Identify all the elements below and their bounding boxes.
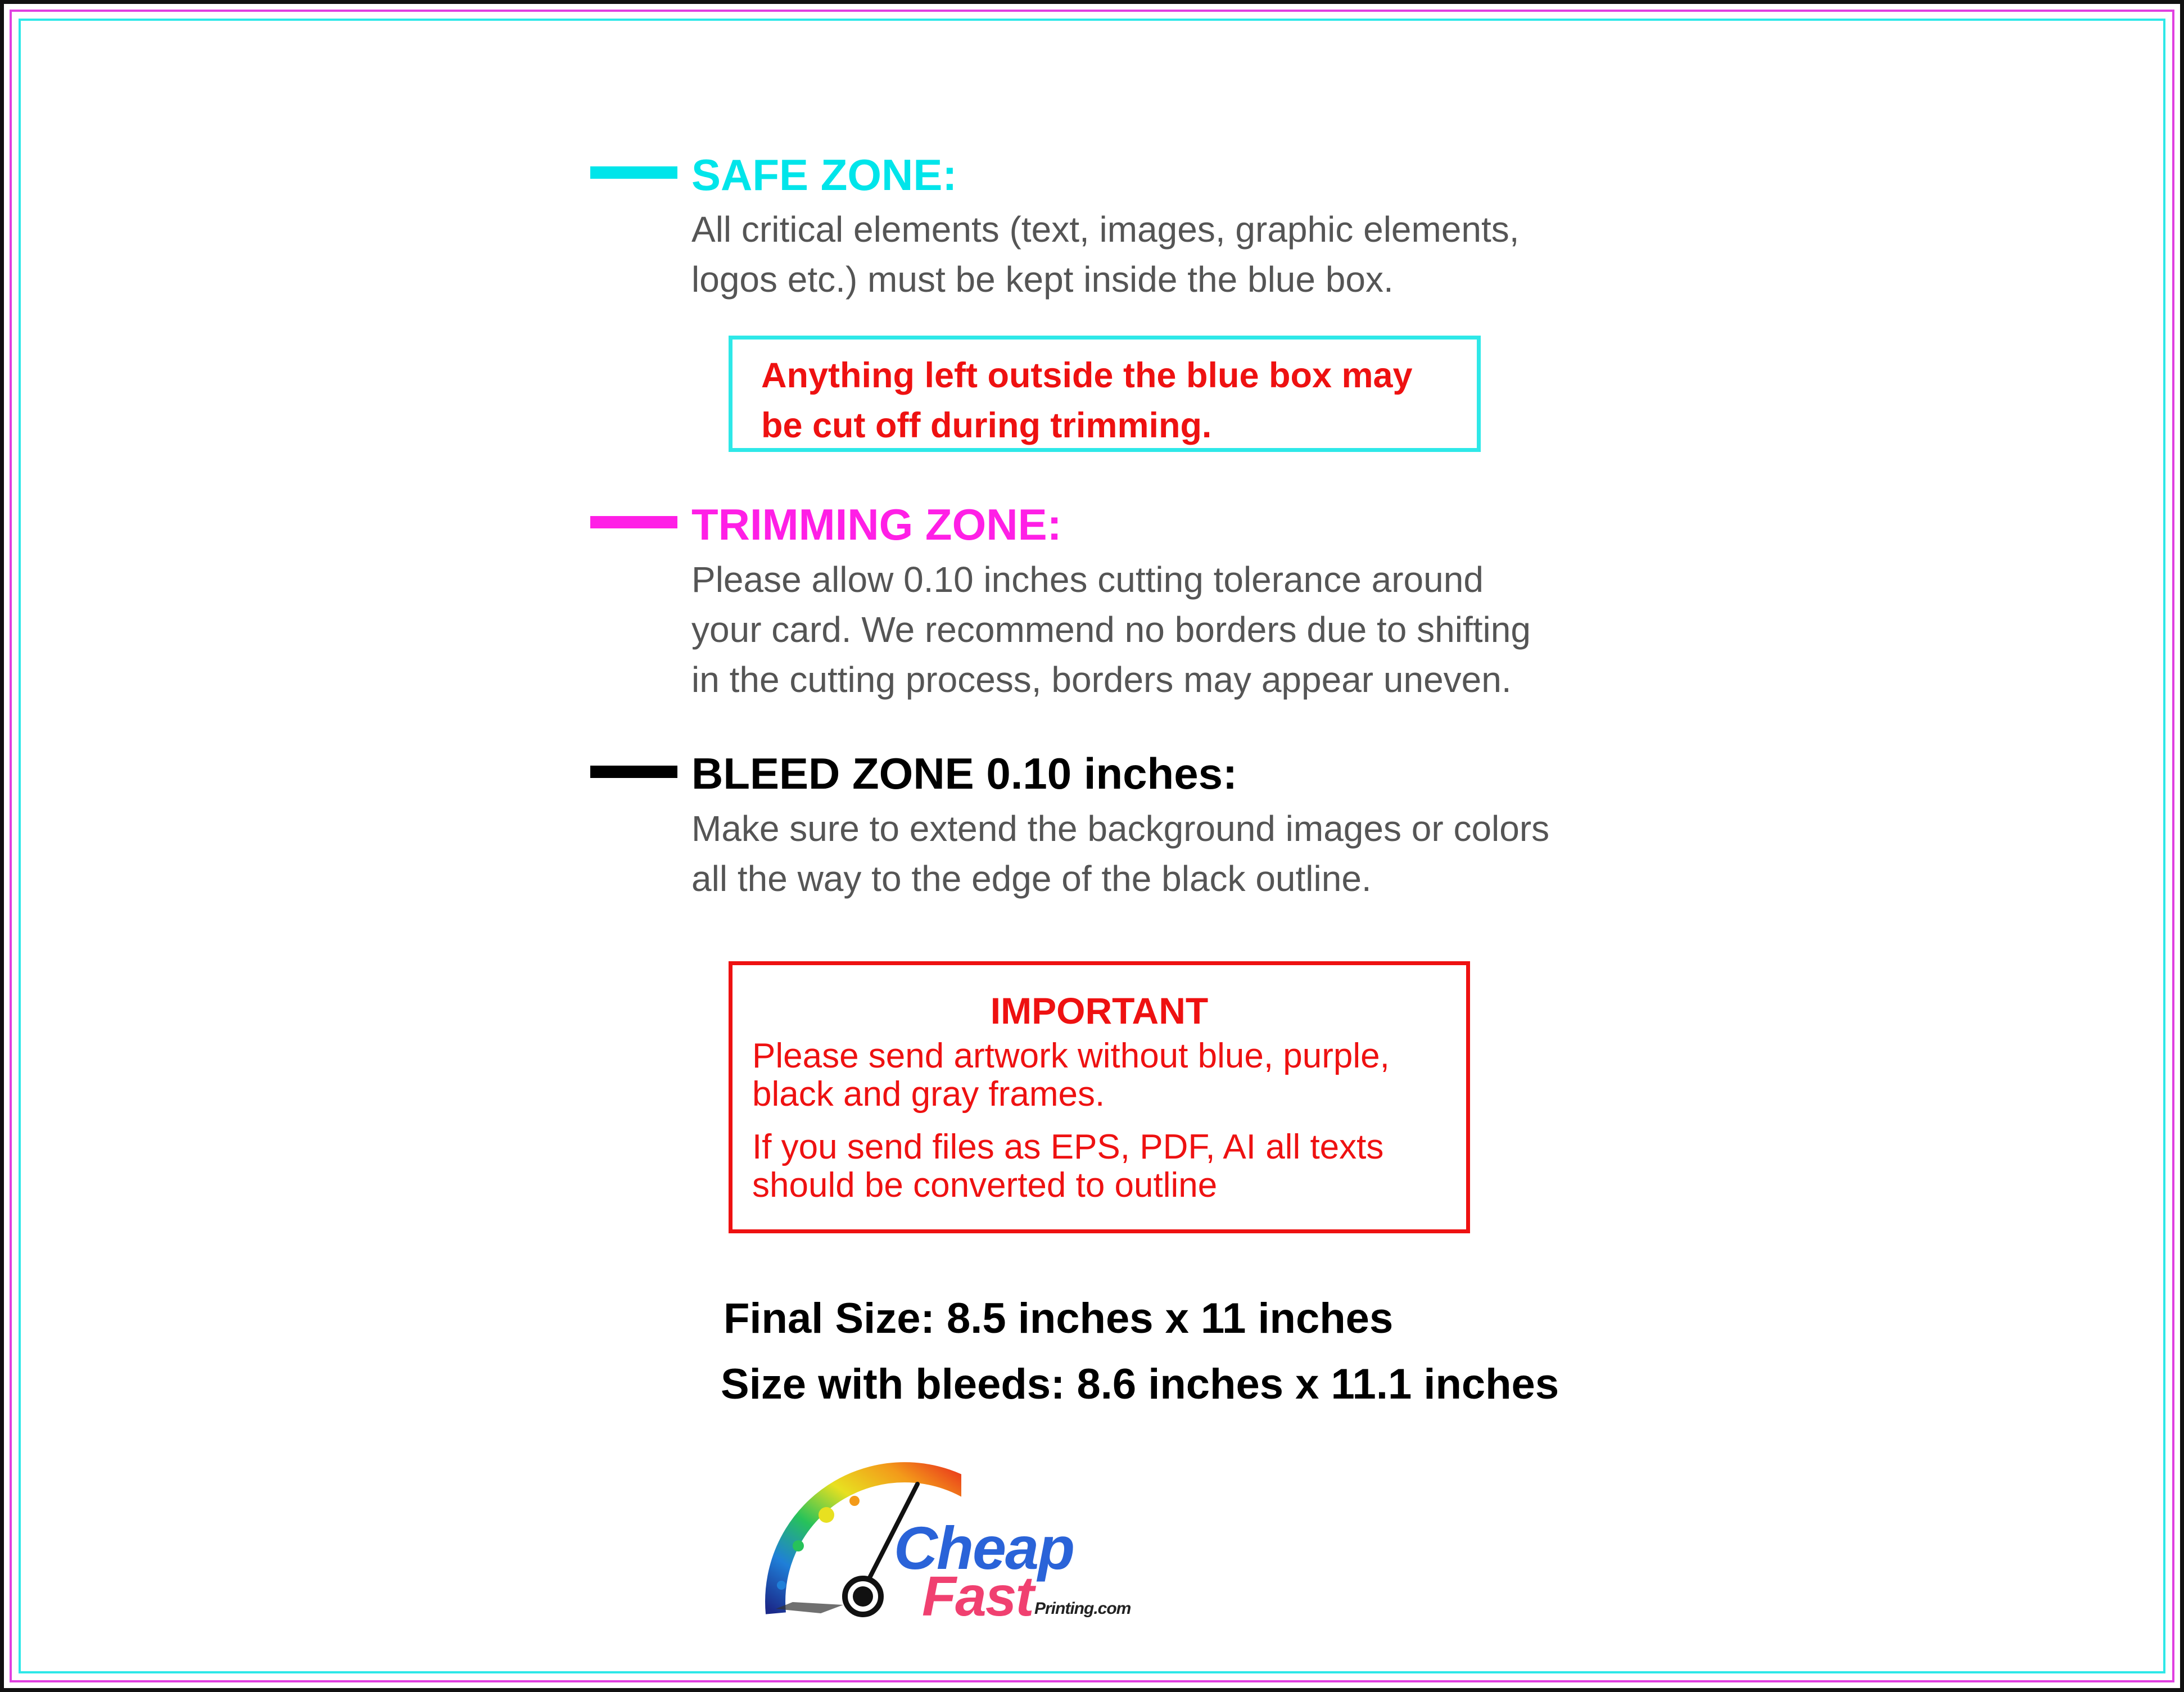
important-paragraph bbox=[752, 1037, 1390, 1114]
safe-zone-heading: SAFE ZONE: bbox=[691, 150, 957, 200]
safe-zone-legend-swatch bbox=[590, 166, 677, 179]
logo-word-printing: Printing.com bbox=[1034, 1599, 1131, 1618]
trimming-zone-line: Please allow 0.10 inches cutting tolerance around bbox=[691, 559, 1484, 600]
trimming-warning-box bbox=[729, 336, 1481, 452]
important-notice-box bbox=[729, 961, 1470, 1233]
trimming-zone-line: in the cutting process, borders may appear uneven. bbox=[691, 659, 1512, 700]
trimming-zone-description bbox=[691, 555, 1531, 705]
trimming-zone-heading: TRIMMING ZONE: bbox=[691, 500, 1062, 549]
logo-word-fast: Fast bbox=[922, 1565, 1033, 1628]
trimming-zone-legend-swatch bbox=[590, 516, 677, 528]
bleed-zone-description bbox=[691, 804, 1549, 904]
bleed-zone-line: Make sure to extend the background images or colors bbox=[691, 808, 1550, 849]
safe-zone-line: All critical elements (text, images, graphic elements, bbox=[691, 209, 1520, 250]
important-title: IMPORTANT bbox=[990, 990, 1209, 1032]
bleed-size-text: Size with bleeds: 8.6 inches x 11.1 inches bbox=[721, 1360, 1559, 1408]
important-line: Please send artwork without blue, purple, bbox=[752, 1037, 1390, 1075]
important-line: should be converted to outline bbox=[752, 1166, 1218, 1205]
trimming-warning-line: be cut off during trimming. bbox=[761, 406, 1212, 445]
safe-zone-line: logos etc.) must be kept inside the blue box. bbox=[691, 259, 1394, 300]
trimming-zone-line: your card. We recommend no borders due to shifting bbox=[691, 609, 1531, 650]
final-size-text: Final Size: 8.5 inches x 11 inches bbox=[724, 1295, 1394, 1342]
bleed-zone-heading: BLEED ZONE 0.10 inches: bbox=[691, 749, 1237, 798]
important-line: If you send files as EPS, PDF, AI all texts bbox=[752, 1128, 1384, 1166]
important-line: black and gray frames. bbox=[752, 1075, 1105, 1114]
bleed-zone-legend-swatch bbox=[590, 766, 677, 778]
safe-zone-description bbox=[691, 205, 1520, 305]
bleed-zone-line: all the way to the edge of the black outline. bbox=[691, 858, 1372, 899]
trimming-warning-line: Anything left outside the blue box may bbox=[761, 356, 1413, 395]
important-paragraph bbox=[752, 1128, 1383, 1205]
logo-word-cheap: Cheap bbox=[894, 1514, 1074, 1582]
brand-logo bbox=[759, 1462, 1141, 1630]
